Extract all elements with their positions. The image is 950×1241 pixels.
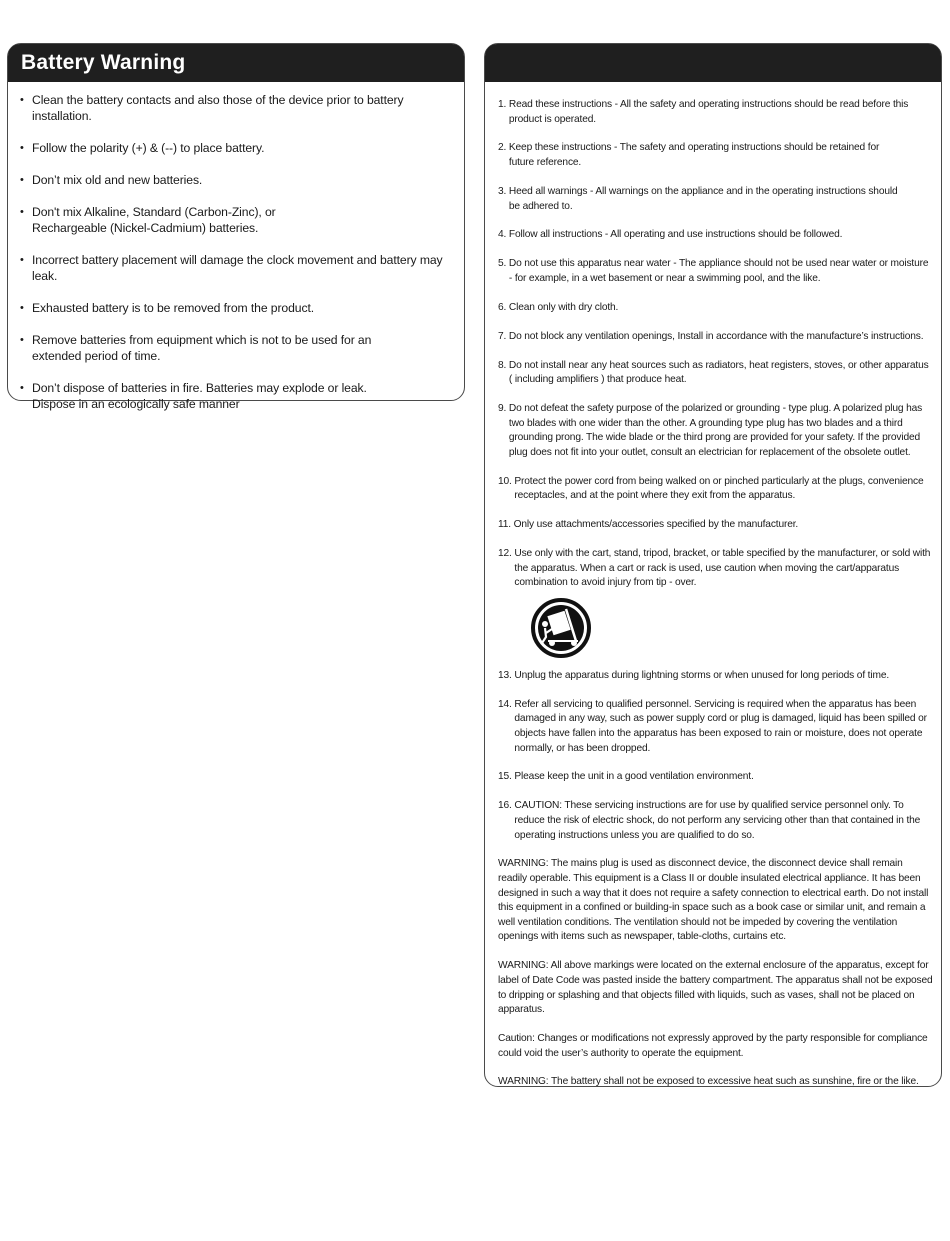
list-item xyxy=(498,669,933,684)
list-item xyxy=(498,185,933,214)
list-item: • Incorrect battery placement will damage the clock movement and battery may leak. xyxy=(20,252,458,284)
battery-warning-title: Battery Warning xyxy=(21,51,186,74)
item-number: 10. xyxy=(498,475,515,487)
battery-warning-list xyxy=(8,82,464,412)
list-item xyxy=(498,770,933,785)
list-item xyxy=(498,359,933,388)
list-item xyxy=(498,98,933,127)
battery-warning-header xyxy=(8,44,464,82)
list-item: • Don’t mix old and new batteries. xyxy=(20,172,458,188)
item-text: Use only with the cart, stand, tripod, bracket, or table specified by the manufacturer, or sold with the apparatus. When a cart or rack is used, use caution when moving the cart/apparatus combination to avoid injury from tip - over. xyxy=(514,548,931,589)
list-item xyxy=(498,475,933,504)
list-item: • Remove batteries from equipment which is not to be used for an extended period of time. xyxy=(20,332,412,364)
item-number: 4. xyxy=(498,229,509,241)
item-number: 12. xyxy=(498,548,515,560)
warning-paragraph: WARNING: All above markings were located on the external enclosure of the apparatus, except for label of Date Code was pasted inside the battery compartment. The apparatus shall not be exposed to dripping or splashing and that objects filled with liquids, such as vases, shall not be placed on apparatus. xyxy=(498,960,933,1016)
list-item xyxy=(498,257,933,286)
item-number: 2. xyxy=(498,142,509,154)
item-text: Please keep the unit in a good ventilation environment. xyxy=(514,771,754,783)
item-text: Heed all warnings - All warnings on the appliance and in the operating instructions should be adhered to. xyxy=(508,185,898,212)
caution-paragraph: Caution: Changes or modifications not expressly approved by the party responsible for compliance could void the user’s authority to operate the equipment. xyxy=(498,1032,928,1059)
list-item: • Clean the battery contacts and also those of the device prior to battery installation. xyxy=(20,92,458,124)
item-text: Do not use this apparatus near water - The appliance should not be used near water or moisture - for example, in a wet basement or near a swimming pool, and the like. xyxy=(508,258,929,284)
item-text: Do not block any ventilation openings, Install in accordance with the manufacture’s instructions. xyxy=(508,330,924,342)
warning-paragraph: WARNING: The mains plug is used as disconnect device, the disconnect device shall remain readily operable. This equipment is a Class II or double insulated electrical appliance. It has been designed in such a way that it does not require a safety connection to electrical earth. Do not install this equipment in a confined or building-in space such as a book case or similar unit, and remain a well ventilation conditions. The ventilation should not be impeded by covering the ventilation openings with items such as newspaper, table-cloths, curtains etc. xyxy=(498,858,929,943)
item-text: Do not install near any heat sources such as radiators, heat registers, stoves, or other apparatus ( including amplifiers ) that produce heat. xyxy=(508,359,929,386)
list-item: • Follow the polarity (+) & (--) to place battery. xyxy=(20,140,458,156)
item-text: Refer all servicing to qualified personnel. Servicing is required when the apparatus has been damaged in any way, such as power supply cord or plug is damaged, liquid has been spilled or objects have fallen into the apparatus has been exposed to rain or moisture, does not operate normally, or has been dropped. xyxy=(514,698,927,754)
list-item xyxy=(498,330,933,345)
item-text: Keep these instructions - The safety and operating instructions should be retained for future reference. xyxy=(508,142,880,169)
item-number: 16. xyxy=(498,800,515,812)
list-item: • Exhausted battery is to be removed from the product. xyxy=(20,300,458,316)
item-number: 13. xyxy=(498,669,515,681)
list-item xyxy=(498,518,933,533)
item-number: 5. xyxy=(498,258,509,270)
warning-paragraph: WARNING: The battery shall not be exposed to excessive heat such as sunshine, fire or the like. xyxy=(498,1076,919,1088)
item-text: Clean only with dry cloth. xyxy=(508,301,619,313)
safety-instructions-body xyxy=(485,82,941,1090)
item-number: 9. xyxy=(498,403,509,415)
item-number: 11. xyxy=(498,519,514,531)
item-text: Do not defeat the safety purpose of the polarized or grounding - type plug. A polarized plug has two blades with one wider than the other. A grounding type plug has two blades and a third grounding prong. The wide blade or the third prong are provided for your safety. If the provided plug does not fit into your outlet, consult an electrician for replacement of the obsolete outlet. xyxy=(508,403,923,458)
battery-warning-panel xyxy=(7,43,465,411)
item-text: Only use attachments/accessories specified by the manufacturer. xyxy=(513,519,799,531)
list-item xyxy=(498,698,933,756)
item-number: 8. xyxy=(498,359,509,371)
item-text: CAUTION: These servicing instructions are for use by qualified service personnel only. To reduce the risk of electric shock, do not perform any servicing other than that contained in the operating instructions unless you are qualified to do so. xyxy=(514,800,921,841)
item-text: Protect the power cord from being walked on or pinched particularly at the plugs, convenience receptacles, and at the point where they exit from the apparatus. xyxy=(514,475,924,502)
item-text: Read these instructions - All the safety and operating instructions should be read before this product is operated. xyxy=(508,99,909,125)
list-item xyxy=(498,547,933,591)
item-text: Unplug the apparatus during lightning storms or when unused for long periods of time. xyxy=(514,669,890,681)
item-number: 15. xyxy=(498,771,515,783)
item-number: 14. xyxy=(498,698,515,710)
safety-instructions-header xyxy=(485,44,941,82)
list-item: • Don't mix Alkaline, Standard (Carbon-Zinc), or Rechargeable (Nickel-Cadmium) batteries. xyxy=(20,204,342,236)
list-item xyxy=(498,141,933,170)
item-text: Follow all instructions - All operating and use instructions should be followed. xyxy=(508,229,843,241)
cart-tip-over-warning-icon xyxy=(530,597,592,659)
list-item xyxy=(498,228,933,243)
safety-instructions-panel xyxy=(484,43,942,1087)
item-number: 1. xyxy=(498,99,509,110)
list-item xyxy=(498,799,933,843)
item-number: 6. xyxy=(498,301,509,313)
list-item xyxy=(498,402,933,460)
list-item: • Don’t dispose of batteries in fire. Batteries may explode or leak. Dispose in an ecologically safe manner xyxy=(20,380,412,412)
item-number: 7. xyxy=(498,330,509,342)
list-item xyxy=(498,301,933,316)
item-number: 3. xyxy=(498,185,509,197)
